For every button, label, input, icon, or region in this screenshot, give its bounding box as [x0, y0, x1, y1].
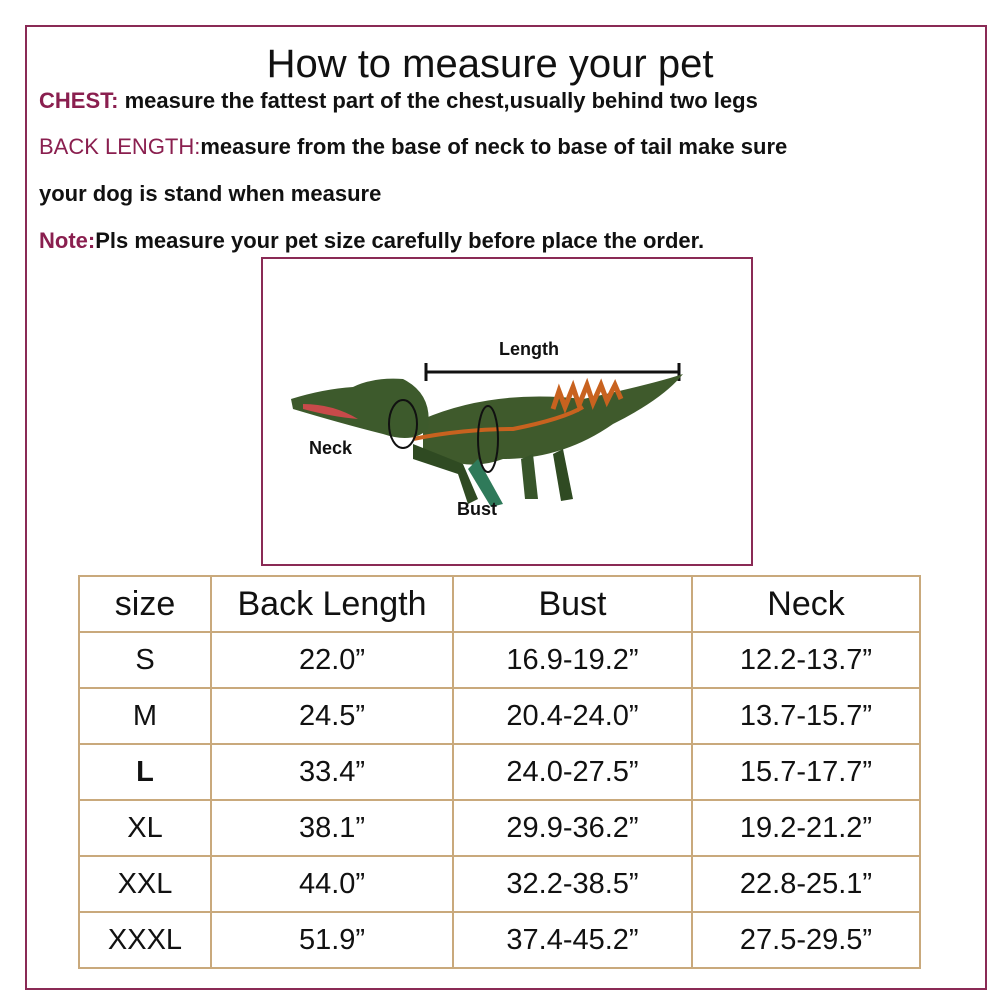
- neck-cell: 22.8-25.1”: [692, 856, 920, 912]
- bust-cell: 29.9-36.2”: [453, 800, 692, 856]
- size-cell: S: [79, 632, 211, 688]
- size-chart-table: [78, 575, 921, 969]
- note-text: Pls measure your pet size carefully before place the order.: [95, 228, 705, 253]
- note-label: Note:: [39, 228, 96, 253]
- length-label: Length: [499, 339, 559, 359]
- measurement-diagram: [261, 257, 753, 566]
- dog-in-crocodile-costume-illustration: [263, 259, 751, 564]
- back-length-cell: 38.1”: [211, 800, 453, 856]
- table-row: [79, 688, 920, 744]
- chest-instruction: [39, 88, 758, 114]
- bust-cell: 20.4-24.0”: [453, 688, 692, 744]
- table-row: [79, 632, 920, 688]
- page-title: How to measure your pet: [266, 42, 714, 86]
- bust-cell: 24.0-27.5”: [453, 744, 692, 800]
- table-header-row: [79, 576, 920, 632]
- note-instruction: [39, 228, 704, 254]
- table-row: [79, 856, 920, 912]
- table-row: [79, 744, 920, 800]
- size-cell: XXXL: [79, 912, 211, 968]
- neck-cell: 12.2-13.7”: [692, 632, 920, 688]
- back-length-cell: 44.0”: [211, 856, 453, 912]
- header-back-length: Back Length: [211, 576, 453, 632]
- table-row: [79, 912, 920, 968]
- header-bust: Bust: [453, 576, 692, 632]
- bust-cell: 16.9-19.2”: [453, 632, 692, 688]
- back-length-cell: 33.4”: [211, 744, 453, 800]
- back-length-text: measure from the base of neck to base of tail make sure: [200, 134, 788, 159]
- back-length-cell: 24.5”: [211, 688, 453, 744]
- size-cell: M: [79, 688, 211, 744]
- back-length-text-cont: your dog is stand when measure: [39, 181, 382, 206]
- size-cell: XL: [79, 800, 211, 856]
- header-neck: Neck: [692, 576, 920, 632]
- chest-label: CHEST:: [39, 88, 119, 113]
- neck-cell: 19.2-21.2”: [692, 800, 920, 856]
- back-length-instruction: [39, 134, 787, 160]
- back-length-cell: 51.9”: [211, 912, 453, 968]
- header-size: size: [79, 576, 211, 632]
- neck-cell: 13.7-15.7”: [692, 688, 920, 744]
- size-cell: XXL: [79, 856, 211, 912]
- neck-cell: 15.7-17.7”: [692, 744, 920, 800]
- back-length-cell: 22.0”: [211, 632, 453, 688]
- size-cell: L: [79, 744, 211, 800]
- table-row: [79, 800, 920, 856]
- bust-cell: 32.2-38.5”: [453, 856, 692, 912]
- neck-cell: 27.5-29.5”: [692, 912, 920, 968]
- neck-label: Neck: [309, 438, 353, 458]
- chest-text: measure the fattest part of the chest,usually behind two legs: [118, 88, 758, 113]
- bust-label: Bust: [457, 499, 497, 519]
- back-length-label: BACK LENGTH:: [39, 134, 201, 159]
- bust-cell: 37.4-45.2”: [453, 912, 692, 968]
